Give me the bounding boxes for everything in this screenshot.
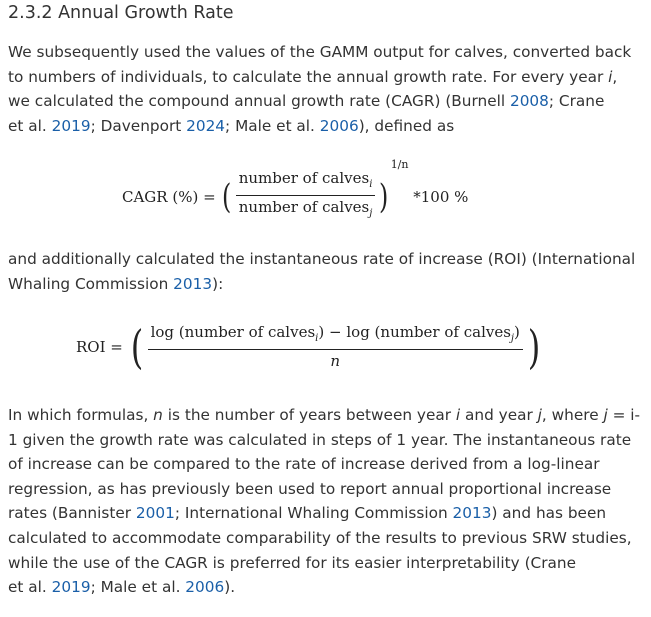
roi-fraction [148, 322, 523, 372]
paragraph-formulas [8, 403, 648, 600]
right-paren: ) [527, 320, 541, 374]
cagr-tail: *100 % [413, 187, 469, 206]
text-line: In which formulas, n is the number of years between year i and year j, where j = i- [8, 406, 641, 424]
section-heading: 2.3.2 Annual Growth Rate [8, 3, 234, 23]
text-line: rates (Bannister 2001; International Whaling Commission 2013) and has been [8, 504, 607, 523]
text-line: we calculated the compound annual growth rate (CAGR) (Burnell 2008; Crane [8, 92, 605, 111]
text-line: We subsequently used the values of the GAMM output for calves, converted back [8, 43, 632, 61]
left-paren: ( [222, 176, 232, 217]
text-line: 1 given the growth rate was calculated in steps of 1 year. The instantaneous rate [8, 430, 632, 449]
citation-link-bannister-2001[interactable]: 2001 [135, 504, 175, 523]
roi-numerator: log (number of calves$_i$) − log (number of calves$_j$) [148, 322, 523, 350]
cagr-lhs: CAGR (%) = [122, 187, 216, 206]
text-line: and additionally calculated the instantaneous rate of increase (ROI) (International [8, 250, 636, 268]
citation-link-male-2006[interactable]: 2006 [185, 578, 225, 597]
cagr-numerator: number of calves$_i$ [236, 168, 376, 196]
citation-link-male-2006[interactable]: 2006 [319, 116, 359, 135]
citation-link-iwc-2013[interactable]: 2013 [173, 274, 213, 293]
paragraph-intro [8, 40, 648, 138]
text-line: to numbers of individuals, to calculate the annual growth rate. For every year i, [8, 67, 618, 86]
equation-roi [76, 322, 543, 372]
text-line: et al. 2019; Male et al. 2006). [8, 578, 236, 597]
citation-link-crane-2019[interactable]: 2019 [51, 116, 91, 135]
equation-cagr [122, 158, 469, 225]
text-line: of increase can be compared to the rate of increase derived from a log-linear [8, 455, 600, 474]
citation-link-iwc-2013[interactable]: 2013 [452, 504, 492, 523]
citation-link-burnell-2008[interactable]: 2008 [509, 92, 549, 111]
text-line: regression, as has previously been used to report annual proportional increase [8, 479, 612, 498]
citation-link-davenport-2024[interactable]: 2024 [186, 116, 226, 135]
text-line: Whaling Commission 2013): [8, 274, 224, 293]
cagr-fraction [236, 168, 376, 225]
roi-denominator: n [330, 352, 341, 370]
right-paren: ) [379, 176, 389, 217]
text-line: et al. 2019; Davenport 2024; Male et al. 2006), defined as [8, 116, 455, 135]
paragraph-roi [8, 247, 648, 296]
text-line: calculated to accommodate comparability of the results to previous SRW studies, [8, 528, 632, 547]
roi-lhs: ROI = [76, 338, 123, 356]
cagr-exponent: 1/n [390, 158, 409, 171]
citation-link-crane-2019[interactable]: 2019 [51, 578, 91, 597]
text-line: while the use of the CAGR is preferred for its easier interpretability (Crane [8, 553, 577, 572]
cagr-denominator: number of calves$_j$ [238, 198, 373, 219]
left-paren: ( [130, 320, 143, 374]
variable-i: i [608, 67, 613, 86]
